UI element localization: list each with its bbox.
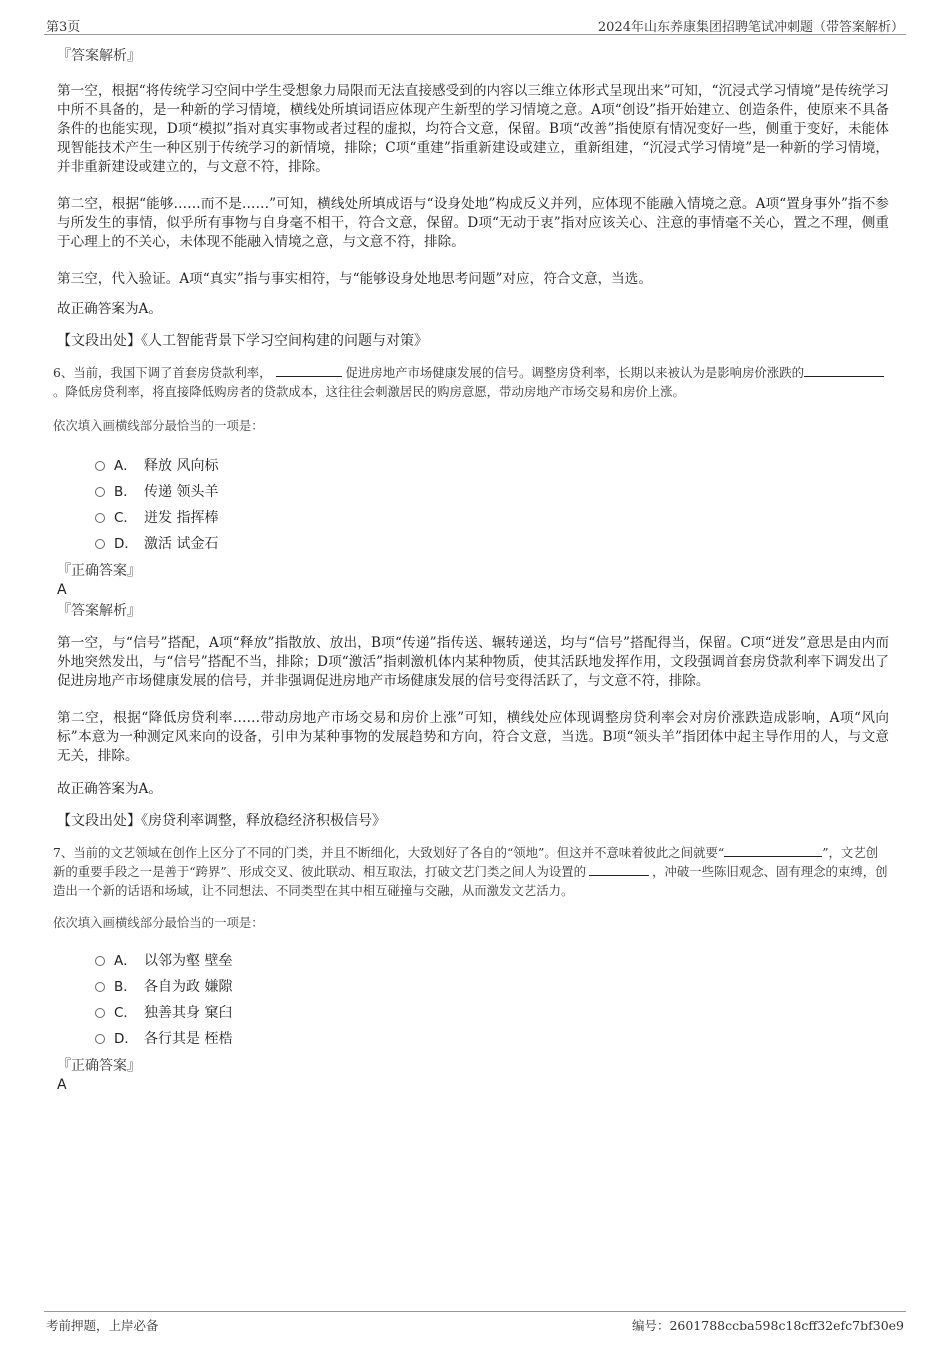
option-text: 激活 试金石 <box>144 536 219 552</box>
q6-option-d[interactable] <box>95 531 889 557</box>
q7-prompt: 依次填入画横线部分最恰当的一项是： <box>53 915 264 930</box>
page-footer <box>44 1311 906 1334</box>
q5-analysis-para-2: 第二空，根据“能够……而不是……”可知，横线处所填成语与“设身处地”构成反义并列，应体现不能融入情境之意。A项“置身事外”指不参与所发生的事情，似乎所有事物与自身毫不相干，符合文意，保留。D项“无动于衷”指对应该关心、注意的事情毫不关心，置之不理，侧重于心理上的不关心，未体现不能融入情境之意，与文意不符，排除。 <box>57 196 889 250</box>
correct-answer-tag: 『正确答案』 <box>57 1058 141 1074</box>
q6-option-c[interactable] <box>95 505 889 531</box>
radio-button[interactable] <box>95 1034 105 1044</box>
q5-analysis-para-1: 第一空，根据“将传统学习空间中学生受想象力局限而无法直接感受到的内容以三维立体形式呈现出来”可知，“沉浸式学习情境”是传统学习中所不具备的，是一种新的学习情境，横线处所填词语应体现产生新型的学习情境之意。A项“创设”指开始建立、创造条件，使原来不具备条件的也能实现，D项“模拟”指对真实事物或者过程的虚拟，均符合文意，保留。B项“改善”指使原有情况变好一些，侧重于变好，未能体现智能技术产生一种区别于传统学习的新情境，排除；C项“重建”指重新建设或建立，重新组建，“沉浸式学习情境”是一种新的学习情境，并非重新建设或建立的，与文意不符，排除。 <box>57 83 889 175</box>
radio-button[interactable] <box>95 539 105 549</box>
option-letter: B． <box>114 484 137 500</box>
blank-line <box>724 844 822 857</box>
q6-option-b[interactable] <box>95 479 889 505</box>
q6-stem-part: 促进房地产市场健康发展的信号。调整房贷利率，长期以来被认为是影响房价涨跌的 <box>345 365 804 380</box>
correct-answer-tag: 『正确答案』 <box>57 563 141 579</box>
radio-button[interactable] <box>95 461 105 471</box>
blank-line <box>804 364 884 377</box>
q6-stem <box>53 363 889 401</box>
option-letter: B． <box>114 979 137 995</box>
q6-stem-part: 6、当前，我国下调了首套房贷款利率， <box>53 365 272 380</box>
option-letter: D． <box>114 1031 138 1047</box>
radio-button[interactable] <box>95 956 105 966</box>
option-text: 各自为政 嫌隙 <box>144 979 233 995</box>
option-letter: D． <box>114 536 138 552</box>
q7-option-c[interactable] <box>95 1000 889 1026</box>
radio-button[interactable] <box>95 1008 105 1018</box>
q7-stem-part: 7、当前的文艺领域在创作上区分了不同的门类，并且不断细化，大致划好了各自的“领地”。但这并不意味着彼此之间就要“ <box>53 845 725 860</box>
q7-stem-part: ”，文艺创新的重要手段之一是善于“跨界”、形成交叉、彼此联动、相互取法，打破文艺门类之间人为设置的 <box>53 845 879 879</box>
q7-answer: A <box>57 1077 67 1093</box>
radio-button[interactable] <box>95 487 105 497</box>
source-prefix: 【文段出处】 <box>57 813 141 829</box>
source-prefix: 【文段出处】 <box>57 333 141 349</box>
q6-analysis-para-1: 第一空，与“信号”搭配，A项“释放”指散放、放出，B项“传递”指传送、辗转递送，均与“信号”搭配得当，保留。C项“迸发”意思是由内而外地突然发出，与“信号”搭配不当，排除；D项“激活”指刺激机体内某种物质，使其活跃地发挥作用，文段强调首套房贷款利率下调发出了促进房地产市场健康发展的信号，并非强调促进房地产市场健康发展的信号变得活跃了，与文意不符，排除。 <box>57 635 889 689</box>
radio-button[interactable] <box>95 513 105 523</box>
q7-stem <box>53 843 889 900</box>
document-title: 2024年山东养康集团招聘笔试冲刺题（带答案解析） <box>597 20 904 35</box>
source-title: 《人工智能背景下学习空间构建的问题与对策》 <box>141 333 428 349</box>
q6-answer: A <box>57 582 67 598</box>
option-text: 迸发 指挥棒 <box>144 510 219 526</box>
q5-source <box>57 331 889 351</box>
blank-line <box>589 863 649 876</box>
blank-line <box>276 364 342 377</box>
q5-analysis-para-3: 第三空，代入验证。A项“真实”指与事实相符，与“能够设身处地思考问题”对应，符合文意，当选。 <box>57 271 652 287</box>
option-text: 释放 风向标 <box>144 458 219 474</box>
q7-option-d[interactable] <box>95 1026 889 1052</box>
q6-source <box>57 811 889 831</box>
q7-option-a[interactable] <box>95 948 889 974</box>
main-content <box>53 46 889 1094</box>
page-header <box>44 14 906 35</box>
analysis-tag: 『答案解析』 <box>57 603 141 619</box>
q6-stem-part: 。降低房贷利率，将直接降低购房者的贷款成本，这往往会刺激居民的购房意愿，带动房地产市场交易和房价上涨。 <box>53 384 685 399</box>
analysis-tag: 『答案解析』 <box>57 48 141 64</box>
option-text: 以邻为壑 壁垒 <box>144 953 233 969</box>
q6-option-a[interactable] <box>95 453 889 479</box>
radio-button[interactable] <box>95 982 105 992</box>
option-text: 传递 领头羊 <box>144 484 219 500</box>
option-letter: A． <box>114 458 137 474</box>
source-title: 《房贷利率调整，释放稳经济积极信号》 <box>141 813 386 829</box>
q6-analysis-para-2: 第二空，根据“降低房贷利率……带动房地产市场交易和房价上涨”可知，横线处应体现调整房贷利率会对房价涨跌造成影响，A项“风向标”本意为一种测定风来向的设备，引申为某种事物的发展趋势和方向，符合文意，当选。B项“领头羊”指团体中起主导作用的人，与文意无关，排除。 <box>57 710 889 764</box>
q5-conclusion: 故正确答案为A。 <box>57 301 162 317</box>
q7-stem-part: ，冲破一些陈旧观念、固有理念的束缚，创造出一个新的话语和场域，让不同想法、不同类型在其中相互碰撞与交融，从而激发文艺活力。 <box>53 864 888 898</box>
page-number: 第3页 <box>46 20 81 35</box>
option-letter: C． <box>114 1005 137 1021</box>
q7-option-b[interactable] <box>95 974 889 1000</box>
option-letter: C． <box>114 510 137 526</box>
q7-options <box>95 948 889 1052</box>
footer-slogan: 考前押题，上岸必备 <box>46 1318 159 1333</box>
document-id: 编号：2601788ccba598c18cff32efc7bf30e9 <box>631 1318 904 1333</box>
q6-options <box>95 453 889 557</box>
option-text: 独善其身 窠臼 <box>144 1005 233 1021</box>
q6-conclusion: 故正确答案为A。 <box>57 781 162 797</box>
option-text: 各行其是 桎梏 <box>144 1031 233 1047</box>
option-letter: A． <box>114 953 137 969</box>
q6-prompt: 依次填入画横线部分最恰当的一项是： <box>53 418 264 433</box>
